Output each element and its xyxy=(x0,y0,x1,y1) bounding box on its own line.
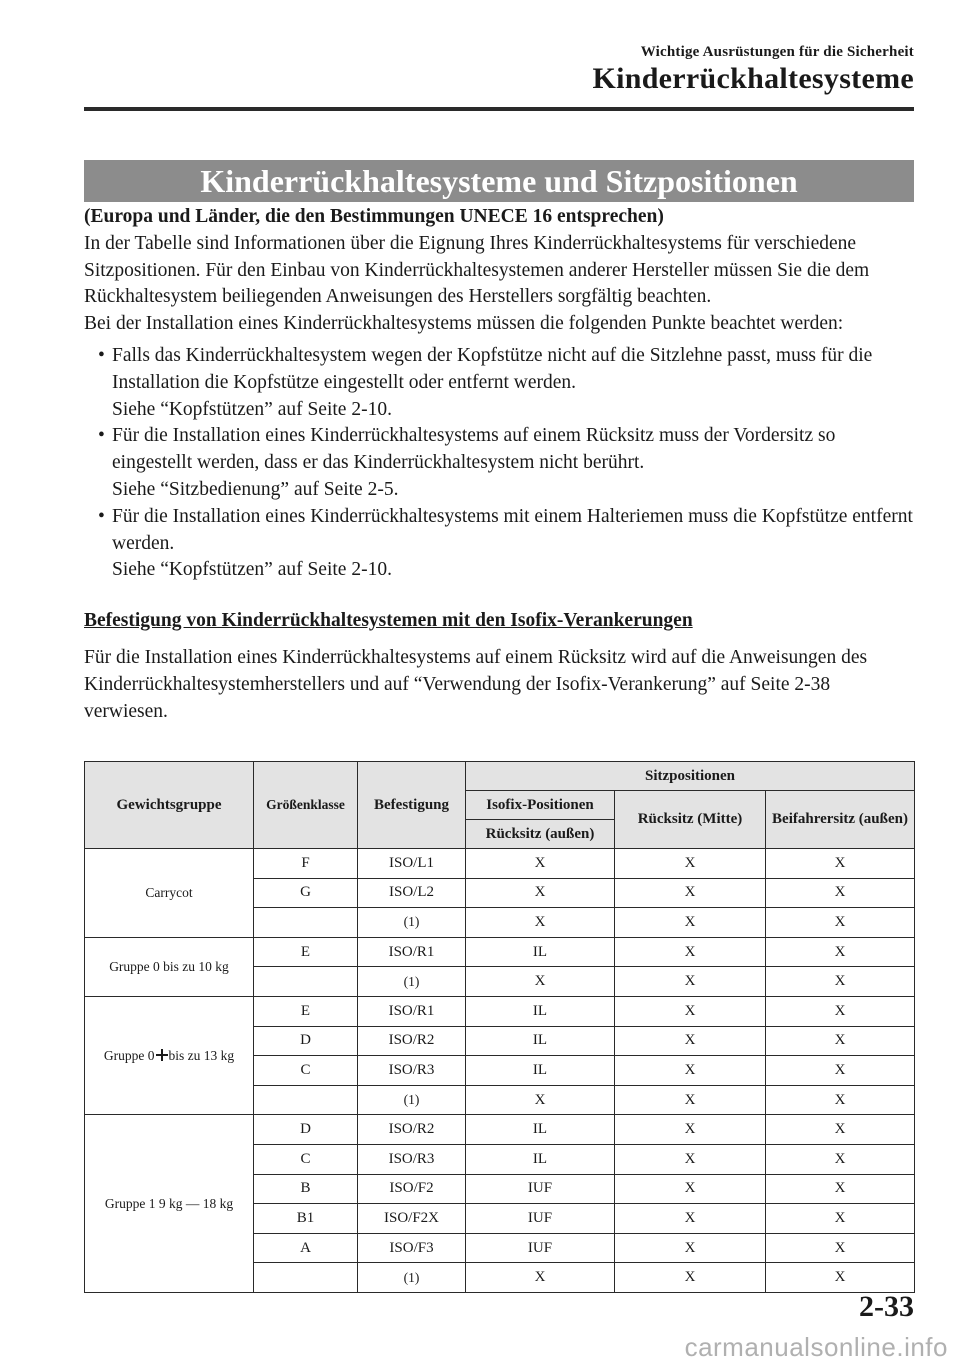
rear-outer-cell: X xyxy=(466,1085,615,1115)
rear-center-cell: X xyxy=(615,1174,766,1204)
passenger-cell: X xyxy=(766,908,915,938)
fixture-cell: ISO/R1 xyxy=(358,996,466,1026)
page-reference: Siehe “Kopfstützen” auf Seite 2-10. xyxy=(112,559,392,581)
rear-outer-cell: X xyxy=(466,1263,615,1293)
rear-outer-cell: IUF xyxy=(466,1174,615,1204)
list-item xyxy=(98,343,914,423)
body-text xyxy=(84,204,914,725)
passenger-cell: X xyxy=(766,1174,915,1204)
bullet-icon: • xyxy=(98,344,105,366)
chapter-title: Kinderrückhaltesysteme xyxy=(592,62,914,95)
passenger-cell: X xyxy=(766,937,915,967)
header-passenger: Beifahrersitz (außen) xyxy=(766,791,915,849)
page-number: 2-33 xyxy=(859,1290,914,1323)
fixture-cell: (1) xyxy=(358,967,466,997)
passenger-cell: X xyxy=(766,1263,915,1293)
rear-outer-cell: X xyxy=(466,849,615,879)
size-class-cell: D xyxy=(254,1026,358,1056)
rear-outer-cell: IL xyxy=(466,937,615,967)
isofix-subheading: Befestigung von Kinderrückhaltesystemen mit den Isofix-Verankerungen xyxy=(84,610,693,632)
rear-center-cell: X xyxy=(615,878,766,908)
list-item xyxy=(98,504,914,584)
table-row xyxy=(85,1115,915,1145)
rear-center-cell: X xyxy=(615,1204,766,1234)
bullet-icon: • xyxy=(98,505,105,527)
table-body xyxy=(85,849,915,1293)
rear-outer-cell: IL xyxy=(466,1144,615,1174)
rear-outer-cell: X xyxy=(466,878,615,908)
size-class-cell: E xyxy=(254,937,358,967)
rear-center-cell: X xyxy=(615,1115,766,1145)
list-item-text: Falls das Kinderrückhaltesystem wegen der Kopfstütze nicht auf die Sitzlehne passt, muss für die Installation die Kopfstütze eingestellt oder entfernt werden. xyxy=(112,344,873,393)
header-weight-group: Gewichtsgruppe xyxy=(85,762,254,849)
bullet-icon: • xyxy=(98,425,105,447)
size-class-cell: B xyxy=(254,1174,358,1204)
passenger-cell: X xyxy=(766,1085,915,1115)
intro-lead: (Europa und Länder, die den Bestimmungen UNECE 16 entsprechen) xyxy=(84,206,664,227)
section-banner: Kinderrückhaltesysteme und Sitzpositionen xyxy=(84,160,914,202)
passenger-cell: X xyxy=(766,849,915,879)
fixture-cell: ISO/R2 xyxy=(358,1115,466,1145)
intro-paragraph-2: Bei der Installation eines Kinderrückhaltesystems müssen die folgenden Punkte beachtet werden: xyxy=(84,313,844,335)
rear-center-cell: X xyxy=(615,996,766,1026)
passenger-cell: X xyxy=(766,1204,915,1234)
header-divider xyxy=(84,107,914,111)
passenger-cell: X xyxy=(766,1115,915,1145)
section-label: Wichtige Ausrüstungen für die Sicherheit xyxy=(640,44,914,60)
table-row xyxy=(85,996,915,1026)
rear-center-cell: X xyxy=(615,849,766,879)
table-row xyxy=(85,937,915,967)
rear-outer-cell: X xyxy=(466,967,615,997)
fixture-cell: ISO/R2 xyxy=(358,1026,466,1056)
weight-group-cell: Gruppe 0 bis zu 10 kg xyxy=(85,937,254,996)
passenger-cell: X xyxy=(766,878,915,908)
passenger-cell: X xyxy=(766,1026,915,1056)
size-class-cell xyxy=(254,908,358,938)
fixture-cell: ISO/R1 xyxy=(358,937,466,967)
page-reference: Siehe “Kopfstützen” auf Seite 2-10. xyxy=(112,398,392,420)
page-reference: Siehe “Sitzbedienung” auf Seite 2-5. xyxy=(112,478,399,500)
fixture-cell: (1) xyxy=(358,908,466,938)
rear-center-cell: X xyxy=(615,1144,766,1174)
rear-outer-cell: IUF xyxy=(466,1204,615,1234)
fixture-cell: ISO/L1 xyxy=(358,849,466,879)
size-class-cell: F xyxy=(254,849,358,879)
size-class-cell: B1 xyxy=(254,1204,358,1234)
header-seat-positions: Sitzpositionen xyxy=(466,762,915,791)
rear-outer-cell: IL xyxy=(466,1115,615,1145)
rear-center-cell: X xyxy=(615,1085,766,1115)
passenger-cell: X xyxy=(766,1233,915,1263)
rear-outer-cell: IL xyxy=(466,1056,615,1086)
rear-outer-cell: IL xyxy=(466,996,615,1026)
list-item-text: Für die Installation eines Kinderrückhaltesystems auf einem Rücksitz muss der Vordersitz so eingestellt werden, dass er das Kinderrückhaltesystem nicht berührt. xyxy=(112,425,836,474)
table-row xyxy=(85,849,915,879)
list-item xyxy=(98,423,914,503)
passenger-cell: X xyxy=(766,967,915,997)
rear-outer-cell: IL xyxy=(466,1026,615,1056)
seat-position-table xyxy=(84,761,915,1293)
weight-group-label: Gruppe 0 xyxy=(103,1047,155,1063)
fixture-cell: ISO/F2X xyxy=(358,1204,466,1234)
size-class-cell: G xyxy=(254,878,358,908)
size-class-cell: A xyxy=(254,1233,358,1263)
header-isofix-positions: Isofix-Positionen xyxy=(466,791,615,820)
fixture-cell: ISO/L2 xyxy=(358,878,466,908)
weight-group-label: bis zu 13 kg xyxy=(168,1047,235,1063)
size-class-cell xyxy=(254,1085,358,1115)
weight-group-cell: Gruppe 1 9 kg — 18 kg xyxy=(85,1115,254,1293)
passenger-cell: X xyxy=(766,1056,915,1086)
rear-center-cell: X xyxy=(615,1056,766,1086)
rear-center-cell: X xyxy=(615,1233,766,1263)
fixture-cell: (1) xyxy=(358,1263,466,1293)
rear-center-cell: X xyxy=(615,1263,766,1293)
instruction-list xyxy=(84,343,914,584)
header-size-class: Größenklasse xyxy=(254,762,358,849)
intro-paragraph-1: In der Tabelle sind Informationen über die Eignung Ihres Kinderrückhaltesystems für verschiedene Sitzpositionen. Für den Einbau von Kinderrückhaltesystemen anderer Hersteller müssen Sie die dem Rückhaltesystem beiliegenden Anweisungen des Herstellers sorgfältig beachten. xyxy=(84,232,870,308)
isofix-paragraph: Für die Installation eines Kinderrückhaltesystems auf einem Rücksitz wird auf die Anweisungen des Kinderrückhaltesystemherstellers und auf “Verwendung der Isofix-Verankerung” auf Seite 2-38 verwiesen. xyxy=(84,646,868,722)
header-rear-center: Rücksitz (Mitte) xyxy=(615,791,766,849)
size-class-cell: E xyxy=(254,996,358,1026)
fixture-cell: ISO/F3 xyxy=(358,1233,466,1263)
list-item-text: Für die Installation eines Kinderrückhaltesystems mit einem Halteriemen muss die Kopfstütze entfernt werden. xyxy=(112,505,913,554)
passenger-cell: X xyxy=(766,996,915,1026)
header-fixture: Befestigung xyxy=(358,762,466,849)
fixture-cell: ISO/R3 xyxy=(358,1056,466,1086)
weight-group-cell xyxy=(85,996,254,1114)
size-class-cell: C xyxy=(254,1056,358,1086)
rear-center-cell: X xyxy=(615,967,766,997)
header-rear-outer: Rücksitz (außen) xyxy=(466,820,615,849)
rear-center-cell: X xyxy=(615,1026,766,1056)
rear-center-cell: X xyxy=(615,937,766,967)
rear-center-cell: X xyxy=(615,908,766,938)
passenger-cell: X xyxy=(766,1144,915,1174)
size-class-cell: D xyxy=(254,1115,358,1145)
watermark: carmanualsonline.info xyxy=(684,1332,948,1362)
rear-outer-cell: X xyxy=(466,908,615,938)
plus-icon xyxy=(156,1049,168,1061)
size-class-cell: C xyxy=(254,1144,358,1174)
rear-outer-cell: IUF xyxy=(466,1233,615,1263)
weight-group-cell: Carrycot xyxy=(85,849,254,938)
size-class-cell xyxy=(254,967,358,997)
fixture-cell: ISO/R3 xyxy=(358,1144,466,1174)
fixture-cell: (1) xyxy=(358,1085,466,1115)
size-class-cell xyxy=(254,1263,358,1293)
fixture-cell: ISO/F2 xyxy=(358,1174,466,1204)
